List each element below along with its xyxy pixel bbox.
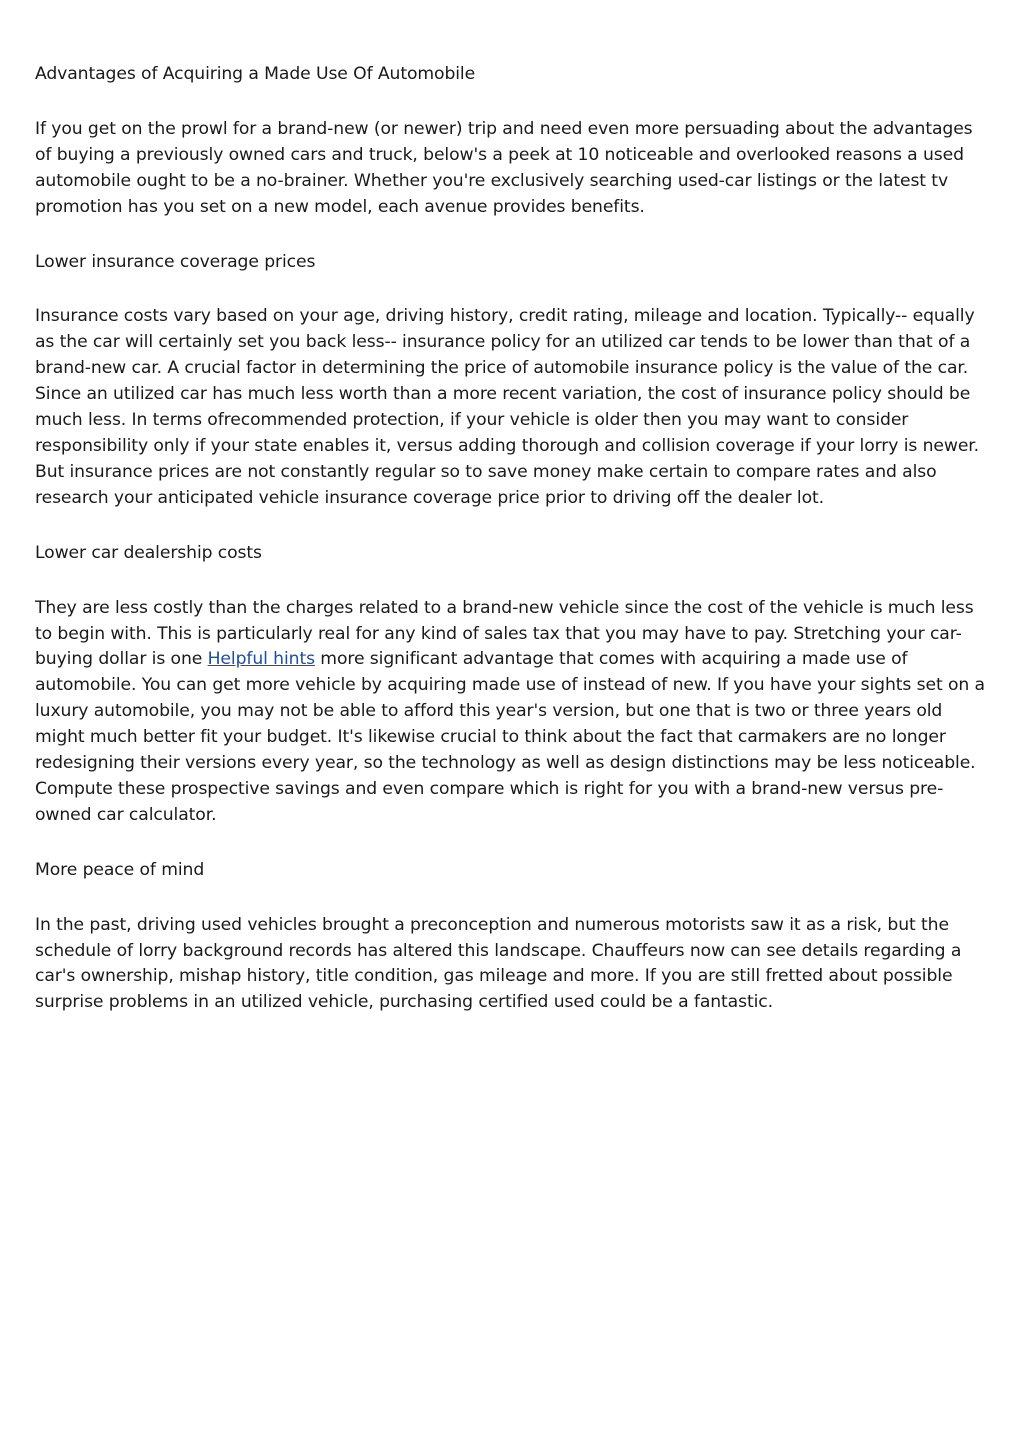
intro-paragraph: If you get on the prowl for a brand-new (or newer) trip and need even more persuading about the advantages of buying a previously owned cars and truck, below's a peek at 10 noticeable and overlooked reasons a used automobile ought to be a no-brainer. Whether you're exclusively searching used-car listings or the latest tv promotion has you set on a new model, each avenue provides benefits. bbox=[35, 118, 973, 217]
section-body-insurance: Insurance costs vary based on your age, driving history, credit rating, mileage and location. Typically-- equally as the car will certainly set you back less-- insurance policy for an utilized car tends to be lower than that of a brand-new car. A crucial factor in determining the price of automobile insurance policy is the value of the car. Since an utilized car has much less worth than a more recent variation, the cost of insurance policy should be much less. In terms ofrecommended protection, if your vehicle is older then you may want to consider responsibility only if your state enables it, versus adding thorough and collision coverage if your lorry is newer. But insurance prices are not constantly regular so to save money make certain to compare rates and also research your anticipated vehicle insurance coverage price prior to driving off the dealer lot. bbox=[35, 306, 980, 508]
section-body-peace-of-mind: In the past, driving used vehicles brought a preconception and numerous motorists saw it as a risk, but the schedule of lorry background records has altered this landscape. Chauffeurs now can see details regarding a car's ownership, mishap history, title condition, gas mileage and more. If you are still fretted about possible surprise problems in an utilized vehicle, purchasing certified used could be a fantastic. bbox=[35, 914, 962, 1013]
dealership-text-before-link: They are less costly than the charges related to a brand-new vehicle since the cost of the vehicle is much less to begin with. This is particularly real for any kind of sales tax that you may have to pay. Stretching your car-buying dollar is one bbox=[35, 597, 974, 670]
section-body-dealership bbox=[35, 596, 993, 829]
dealership-text-after-link: more significant advantage that comes with acquiring a made use of automobile. You can get more vehicle by acquiring made use of instead of new. If you have your sights set on a luxury automobile, you may not be able to afford this year's version, but one that is two or three years old might much better fit your budget. It's likewise crucial to think about the fact that carmakers are no longer redesigning their versions every year, so the technology as well as design distinctions may be less noticeable. Compute these prospective savings and even compare which is right for you with a brand-new versus pre-owned car calculator. bbox=[35, 649, 985, 825]
section-heading-peace-of-mind: More peace of mind bbox=[35, 859, 205, 880]
document-page bbox=[35, 62, 993, 1045]
section-heading-dealership: Lower car dealership costs bbox=[35, 542, 262, 563]
document-title: Advantages of Acquiring a Made Use Of Automobile bbox=[35, 64, 476, 84]
section-heading-insurance: Lower insurance coverage prices bbox=[35, 251, 316, 272]
helpful-hints-link[interactable]: Helpful hints bbox=[207, 649, 315, 670]
